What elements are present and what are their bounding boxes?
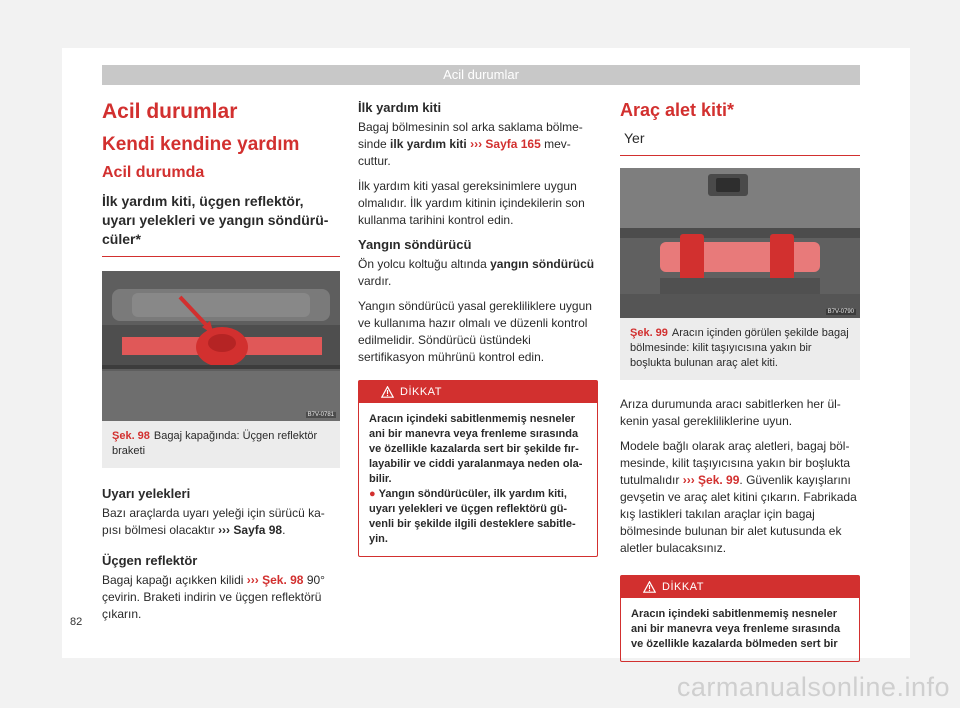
location-title: Yer [620, 129, 860, 156]
warning-header [621, 576, 859, 598]
figure-caption [102, 421, 340, 468]
bullet-icon: ● [369, 488, 376, 500]
reflector-text: Bagaj kapağı açıkken kilidi ››› Şek. 98 90° çevirin. Braketi indirin ve üçgen reflektörü çıkarın. [102, 573, 325, 621]
topic-title: İlk yardım kiti, üçgen reflektör, uyarı yelekleri ve yangın söndürücüler* [102, 192, 340, 257]
section-title: Kendi kendine yardım [102, 134, 300, 155]
warning-triangle-icon [381, 386, 394, 398]
tool-kit-text-1: Arıza durumunda aracı sabitlerken her ülkenin yasal gerekliliklerine uyun. [620, 397, 841, 428]
page-link[interactable]: ››› Sayfa 98 [218, 523, 283, 537]
figure-code: B7V-0781 [307, 412, 334, 418]
chapter-title: Acil durumlar [102, 100, 238, 123]
warning-box [620, 575, 860, 662]
figure-reflector-bracket [102, 271, 340, 421]
watermark: carmanualsonline.info [676, 672, 950, 702]
trunk-illustration [620, 168, 860, 318]
warning-label: DİKKAT [400, 386, 442, 398]
first-aid-title: İlk yardım kiti [358, 100, 442, 115]
subsection-title: Acil durumda [102, 164, 205, 181]
right-column [620, 100, 860, 662]
figure-code: B7V-0790 [827, 309, 854, 315]
tool-kit-text-2: Modele bağlı olarak araç aletleri, bagaj bölmesinde, kilit taşıyıcısına yakın bir boşlukta tutulmalıdır ››› Şek. 99. Güvenlik kayışlarını gevşetin ve araç alet kitini çıkarın. Fabrikada kış lastikleri takılan araçlar için bagaj bölmesinde bulunan bir alet kutusunda ek aletler bulacaksınız. [620, 439, 857, 555]
warning-text: Aracın içindeki sabitlenmemiş nesneler ani bir manevra veya frenleme sırasında ve özellikle kazalarda sert bir şekilde fırlayabilir ve ciddi yaralanmaya neden olabilir. [369, 413, 583, 485]
figure-tool-kit [620, 168, 860, 318]
tailgate-illustration [102, 271, 340, 421]
page-number: 82 [70, 616, 83, 628]
middle-column [358, 100, 598, 557]
tool-kit-title: Araç alet kiti* [620, 100, 735, 120]
first-aid-text-2: İlk yardım kiti yasal gereksinimlere uygun olmalıdır. İlk yardım kitinin içindekilerin son kullanma tarihini kontrol edin. [358, 179, 585, 227]
warning-box [358, 380, 598, 557]
figure-ref: Şek. 98 [112, 430, 150, 442]
caption-text: Aracın içinden görülen şekilde bagaj bölmesinde: kilit taşıyıcısına yakın bir boşlukta bulunan araç alet kiti. [630, 327, 849, 369]
figure-link[interactable]: ››› Şek. 99 [682, 473, 740, 487]
warning-bullet-item: ● Yangın söndürücüler, ilk yardım kiti, uyarı yelekleri ve üçgen reflektörü güvenli bir şekilde ilgili desteklere sabitleyin. [369, 488, 576, 545]
warning-vests-text: Bazı araçlarda uyarı yeleği için sürücü kapısı bölmesi olacaktır ››› Sayfa 98. [102, 506, 325, 537]
figure-link[interactable]: ››› Şek. 98 [246, 573, 304, 587]
page-link[interactable]: ››› Sayfa 165 [470, 137, 541, 151]
extinguisher-title: Yangın söndürücü [358, 237, 472, 252]
first-aid-text-1: Bagaj bölmesinin sol arka saklama bölmesinde ilk yardım kiti ››› Sayfa 165 mevcuttur. [358, 120, 583, 168]
warning-header [359, 381, 597, 403]
caption-text: Bagaj kapağında: Üçgen reflektör braketi [112, 430, 318, 457]
warning-body: Aracın içindeki sabitlenmemiş nesneler ani bir manevra veya frenleme sırasında ve özellikle kazalarda bölmeden sert bir [631, 608, 841, 650]
extinguisher-text-1: Ön yolcu koltuğu altında yangın söndürücü vardır. [358, 257, 595, 288]
warning-body [359, 403, 597, 556]
figure-ref: Şek. 99 [630, 327, 668, 339]
figure-caption [620, 318, 860, 380]
left-column [102, 100, 340, 631]
warning-vests-title: Uyarı yelekleri [102, 486, 191, 501]
extinguisher-text-2: Yangın söndürücü yasal gerekliliklere uygun ve kullanıma hazır olmalı ve düzenli kontrol edilmelidir. Söndürücü üstündeki sertifikasyon mührünü kontrol edin. [358, 299, 592, 364]
page-header: Acil durumlar [102, 65, 860, 85]
warning-label: DİKKAT [662, 581, 704, 593]
reflector-title: Üçgen reflektör [102, 553, 198, 568]
warning-triangle-icon [643, 581, 656, 593]
